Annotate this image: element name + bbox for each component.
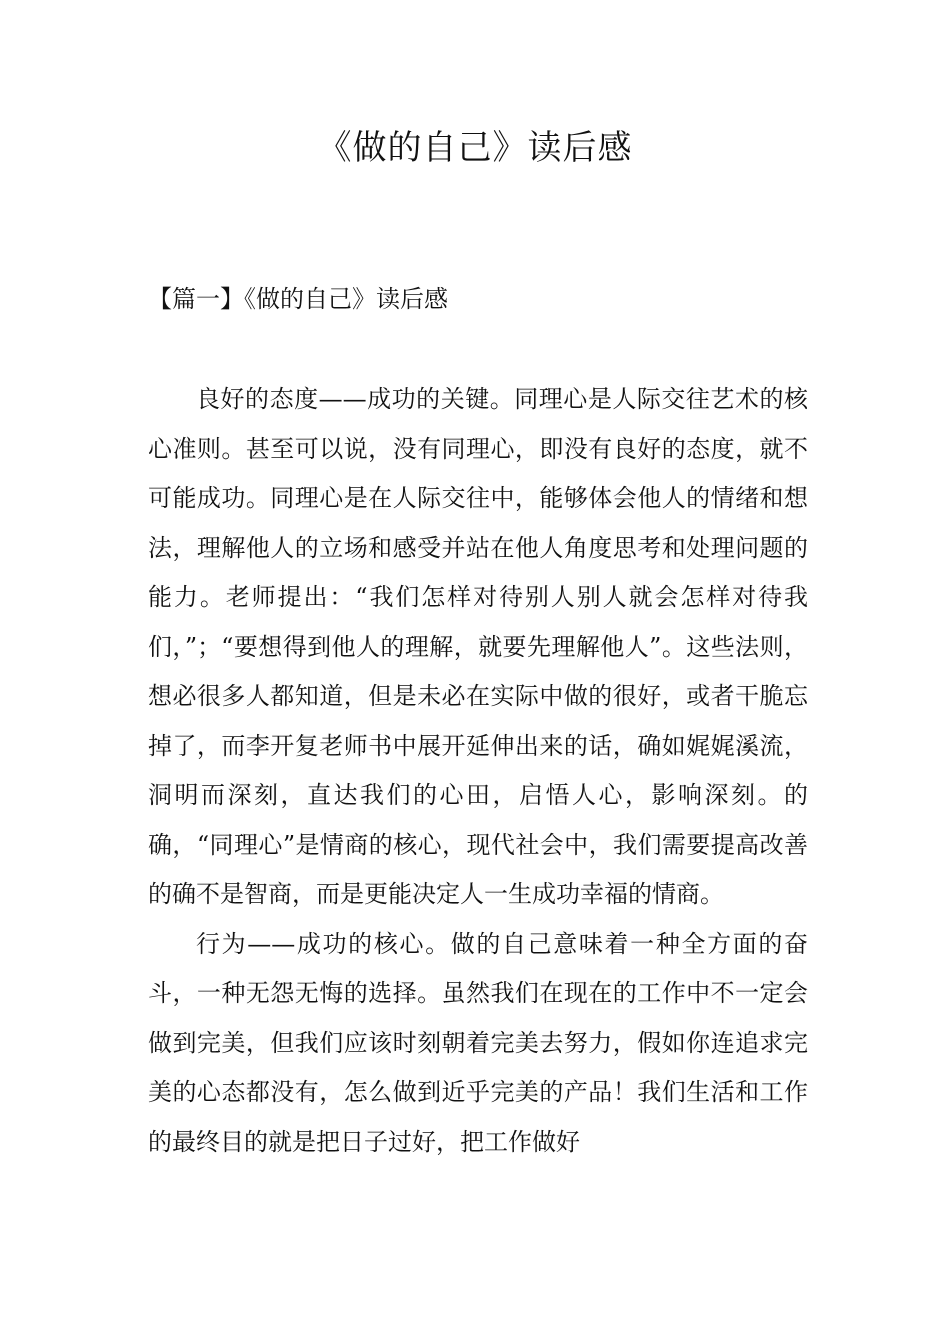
document-body [148, 375, 808, 1167]
paragraph: 行为——成功的核心。做的自己意味着一种全方面的奋斗，一种无怨无悔的选择。虽然我们在现在的工作中不一定会做到完美，但我们应该时刻朝着完美去努力，假如你连追求完美的心态都没有，怎么做到近乎完美的产品！我们生活和工作的最终目的就是把日子过好，把工作做好 [148, 929, 808, 1156]
section-heading: 【篇一】《做的自己》读后感 [148, 285, 448, 313]
paragraph: 良好的态度——成功的关键。同理心是人际交往艺术的核心准则。甚至可以说，没有同理心，即没有良好的态度，就不可能成功。同理心是在人际交往中，能够体会他人的情绪和想法，理解他人的立场和感受并站在他人角度思考和处理问题的能力。老师提出：“我们怎样对待别人别人就会怎样对待我们，”；“要想得到他人的理解，就要先理解他人”。这些法则，想必很多人都知道，但是未必在实际中做的很好，或者干脆忘掉了，而李开复老师书中展开延伸出来的话，确如娓娓溪流，洞明而深刻，直达我们的心田，启悟人心，影响深刻。的确，“同理心”是情商的核心，现代社会中，我们需要提高改善的确不是智商，而是更能决定人一生成功幸福的情商。 [148, 385, 808, 908]
document-title: 《做的自己》读后感 [317, 128, 633, 168]
